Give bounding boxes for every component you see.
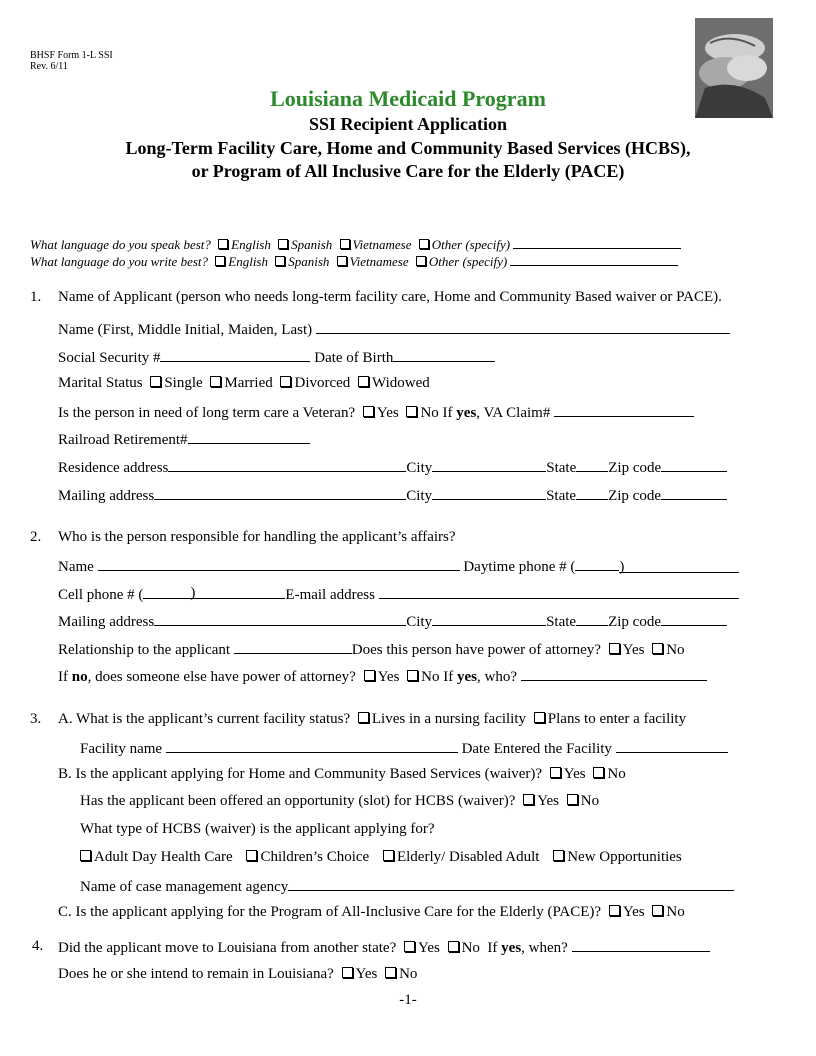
zip-label: Zip code (608, 488, 661, 504)
agency-row (80, 876, 734, 896)
move-row (58, 937, 710, 957)
if-label: If (58, 669, 68, 685)
option-label: Lives in a nursing facility (371, 711, 527, 727)
pace-row (58, 903, 685, 921)
residence-address-field[interactable] (168, 457, 406, 472)
option-label: Married (224, 375, 273, 391)
title-line-3: Long-Term Facility Care, Home and Community Based Services (HCBS), (125, 138, 691, 158)
hcbs-yes-checkbox[interactable] (550, 767, 561, 778)
other-poa-yes-checkbox[interactable] (364, 670, 375, 681)
single-checkbox[interactable] (150, 376, 161, 387)
title-line-4: or Program of All Inclusive Care for the Elderly (PACE) (191, 161, 625, 181)
married-checkbox[interactable] (210, 376, 221, 387)
responsible-zip-field[interactable] (661, 611, 727, 626)
responsible-city-field[interactable] (432, 611, 546, 626)
city-label: City (406, 614, 433, 630)
option-label: Elderly/ Disabled Adult (396, 849, 540, 865)
railroad-label: Railroad Retirement# (58, 432, 188, 448)
option-label: Yes (622, 642, 645, 658)
remain-no-checkbox[interactable] (385, 967, 396, 978)
residence-row (58, 457, 727, 477)
if-label: If (443, 669, 454, 685)
residence-zip-field[interactable] (661, 457, 727, 472)
pace-question: C. Is the applicant applying for the Program of All-Inclusive Care for the Elderly (PACE)? (58, 904, 602, 920)
option-label: Vietnamese (349, 254, 409, 269)
speak-vietnamese-checkbox[interactable] (340, 239, 350, 249)
option-label: Vietnamese (352, 237, 412, 252)
form-revision: Rev. 6/11 (30, 61, 68, 72)
daytime-phone-field[interactable] (619, 558, 739, 573)
option-label: No (607, 766, 626, 782)
responsible-mailing-row (58, 611, 727, 631)
cell-area-code-field[interactable] (143, 584, 195, 599)
other-poa-who-field[interactable] (521, 666, 707, 681)
option-label: Single (164, 375, 203, 391)
move-yes-checkbox[interactable] (404, 941, 415, 952)
slot-no-checkbox[interactable] (567, 794, 578, 805)
slot-question: Has the applicant been offered an opportunity (slot) for HCBS (waiver)? (80, 793, 516, 809)
option-label: No (399, 966, 418, 982)
adult-day-health-checkbox[interactable] (80, 850, 91, 861)
hcbs-row (58, 765, 626, 783)
new-opportunities-checkbox[interactable] (553, 850, 564, 861)
residence-label: Residence address (58, 460, 169, 476)
mailing-zip-field[interactable] (661, 485, 727, 500)
waiver-type-row (76, 848, 682, 866)
poa-question: Does this person have power of attorney? (351, 642, 601, 658)
railroad-row (58, 429, 310, 449)
option-label: Divorced (294, 375, 351, 391)
write-spanish-checkbox[interactable] (275, 256, 285, 266)
cell-phone-label: Cell phone # ( (58, 587, 144, 603)
poa-yes-checkbox[interactable] (609, 643, 620, 654)
state-label: State (546, 488, 577, 504)
applicant-name-row (58, 319, 730, 339)
application-title: SSI Recipient Application (308, 114, 508, 134)
section-1-intro: Name of Applicant (person who needs long-term facility care, Home and Community Based waiver or PACE). (58, 289, 722, 305)
veteran-yes-checkbox[interactable] (363, 406, 374, 417)
facility-name-label: Facility name (80, 741, 163, 757)
facility-status-question: A. What is the applicant’s current facility status? (58, 711, 351, 727)
responsible-name-row (58, 556, 739, 576)
option-label: New Opportunities (567, 849, 682, 865)
pace-yes-checkbox[interactable] (609, 905, 620, 916)
program-title: Louisiana Medicaid Program (270, 86, 546, 111)
option-label: Other (specify) (428, 254, 508, 269)
remain-row (58, 965, 417, 983)
relationship-row (58, 639, 685, 659)
relationship-label: Relationship to the applicant (58, 642, 231, 658)
veteran-question: Is the person in need of long term care a Veteran? (58, 405, 356, 421)
who-label: , who? (477, 669, 518, 685)
option-label: No (420, 405, 439, 421)
section-2-question: Who is the person responsible for handling the applicant’s affairs? (58, 529, 456, 545)
option-label: Spanish (288, 254, 330, 269)
option-label: Yes (417, 940, 440, 956)
remain-question: Does he or she intend to remain in Louisiana? (58, 966, 334, 982)
move-question: Did the applicant move to Louisiana from another state? (58, 940, 397, 956)
section-2-number: 2. (30, 529, 42, 545)
name-label: Name (58, 559, 94, 575)
option-label: English (228, 254, 268, 269)
city-label: City (406, 460, 433, 476)
option-label: Children’s Choice (260, 849, 370, 865)
page-number: -1- (399, 992, 417, 1008)
option-label: Yes (563, 766, 586, 782)
option-label: Adult Day Health Care (94, 849, 233, 865)
waiver-type-question: What type of HCBS (waiver) is the applicant applying for? (80, 821, 435, 837)
paren-close: ) (619, 559, 625, 575)
if-label: If (442, 405, 453, 421)
option-label: Yes (377, 669, 400, 685)
mailing-row (58, 485, 727, 505)
daytime-phone-label: Daytime phone # ( (463, 559, 576, 575)
yes-bold: yes (456, 405, 477, 421)
slot-row (80, 792, 599, 810)
mailing-label: Mailing address (58, 614, 155, 630)
responsible-mailing-field[interactable] (154, 611, 406, 626)
responsible-state-field[interactable] (576, 611, 608, 626)
speak-other-field[interactable] (513, 237, 681, 249)
section-1-number: 1. (30, 289, 42, 305)
facility-name-row (80, 738, 728, 758)
if-label: If (487, 940, 498, 956)
veteran-row (58, 402, 694, 422)
option-label: Yes (537, 793, 560, 809)
hcbs-question: B. Is the applicant applying for Home and Community Based Services (waiver)? (58, 766, 543, 782)
slot-yes-checkbox[interactable] (523, 794, 534, 805)
option-label: Plans to enter a facility (547, 711, 687, 727)
city-label: City (406, 488, 433, 504)
other-poa-no-checkbox[interactable] (407, 670, 418, 681)
yes-bold: yes (501, 940, 522, 956)
state-label: State (546, 460, 577, 476)
childrens-choice-checkbox[interactable] (246, 850, 257, 861)
zip-label: Zip code (608, 614, 661, 630)
option-label: Yes (622, 904, 645, 920)
write-english-checkbox[interactable] (215, 256, 225, 266)
ssn-label: Social Security # (58, 350, 161, 366)
option-label: Other (specify) (431, 237, 511, 252)
applicant-name-field[interactable] (316, 319, 730, 334)
option-label: Spanish (291, 237, 333, 252)
facility-status-row (58, 710, 686, 728)
agency-field[interactable] (288, 876, 734, 891)
pace-no-checkbox[interactable] (652, 905, 663, 916)
write-question: What language do you write best? (30, 254, 209, 269)
speak-other-checkbox[interactable] (419, 239, 429, 249)
dob-label: Date of Birth (314, 350, 394, 366)
write-language-row (30, 254, 678, 270)
option-label: No (461, 940, 480, 956)
hcbs-no-checkbox[interactable] (593, 767, 604, 778)
cell-email-row (58, 584, 739, 604)
railroad-field[interactable] (188, 429, 310, 444)
other-poa-row (58, 666, 707, 686)
email-label: E-mail address (285, 587, 375, 603)
elderly-disabled-checkbox[interactable] (383, 850, 394, 861)
speak-english-checkbox[interactable] (218, 239, 228, 249)
section-4-number: 4. (32, 938, 44, 954)
speak-language-row (30, 237, 681, 253)
poa-no-checkbox[interactable] (652, 643, 663, 654)
veteran-no-checkbox[interactable] (406, 406, 417, 417)
mailing-label: Mailing address (58, 488, 155, 504)
section-3-number: 3. (30, 711, 42, 727)
option-label: No (666, 642, 685, 658)
plans-to-enter-checkbox[interactable] (534, 712, 545, 723)
marital-status-row (58, 374, 430, 392)
mailing-state-field[interactable] (576, 485, 608, 500)
name-label: Name (First, Middle Initial, Maiden, Last) (58, 322, 313, 338)
facility-name-field[interactable] (166, 738, 458, 753)
option-label: No (580, 793, 600, 809)
remain-yes-checkbox[interactable] (342, 967, 353, 978)
daytime-area-code-field[interactable] (575, 556, 619, 571)
zip-label: Zip code (608, 460, 662, 476)
speak-spanish-checkbox[interactable] (278, 239, 288, 249)
when-label: , when? (521, 940, 568, 956)
option-label: Yes (355, 966, 378, 982)
ssn-dob-row (58, 347, 495, 367)
move-no-checkbox[interactable] (448, 941, 459, 952)
email-field[interactable] (379, 584, 739, 599)
write-vietnamese-checkbox[interactable] (337, 256, 347, 266)
residence-state-field[interactable] (576, 457, 608, 472)
option-label: Widowed (372, 375, 430, 391)
agency-label: Name of case management agency (80, 879, 289, 895)
divorced-checkbox[interactable] (280, 376, 291, 387)
date-entered-label: Date Entered the Facility (461, 741, 612, 757)
lives-in-facility-checkbox[interactable] (358, 712, 369, 723)
responsible-name-field[interactable] (98, 556, 460, 571)
ssn-field[interactable] (160, 347, 310, 362)
mailing-address-field[interactable] (154, 485, 406, 500)
widowed-checkbox[interactable] (358, 376, 369, 387)
cell-phone-field[interactable] (195, 584, 285, 599)
option-label: English (231, 237, 271, 252)
va-claim-label: , VA Claim# (476, 405, 551, 421)
other-poa-question: , does someone else have power of attorney? (87, 669, 356, 685)
no-bold: no (71, 669, 88, 685)
form-id: BHSF Form 1-L SSI (30, 50, 113, 61)
state-label: State (546, 614, 577, 630)
date-entered-field[interactable] (616, 738, 728, 753)
option-label: No (421, 669, 440, 685)
option-label: No (666, 904, 685, 920)
yes-bold: yes (457, 669, 478, 685)
dob-field[interactable] (393, 347, 495, 362)
va-claim-field[interactable] (554, 402, 694, 417)
marital-label: Marital Status (58, 375, 143, 391)
mailing-city-field[interactable] (432, 485, 546, 500)
relationship-field[interactable] (234, 639, 352, 654)
write-other-checkbox[interactable] (416, 256, 426, 266)
speak-question: What language do you speak best? (30, 237, 211, 252)
write-other-field[interactable] (510, 254, 678, 266)
option-label: Yes (376, 405, 399, 421)
move-when-field[interactable] (572, 937, 710, 952)
paren-close: ) (190, 585, 196, 601)
residence-city-field[interactable] (432, 457, 546, 472)
